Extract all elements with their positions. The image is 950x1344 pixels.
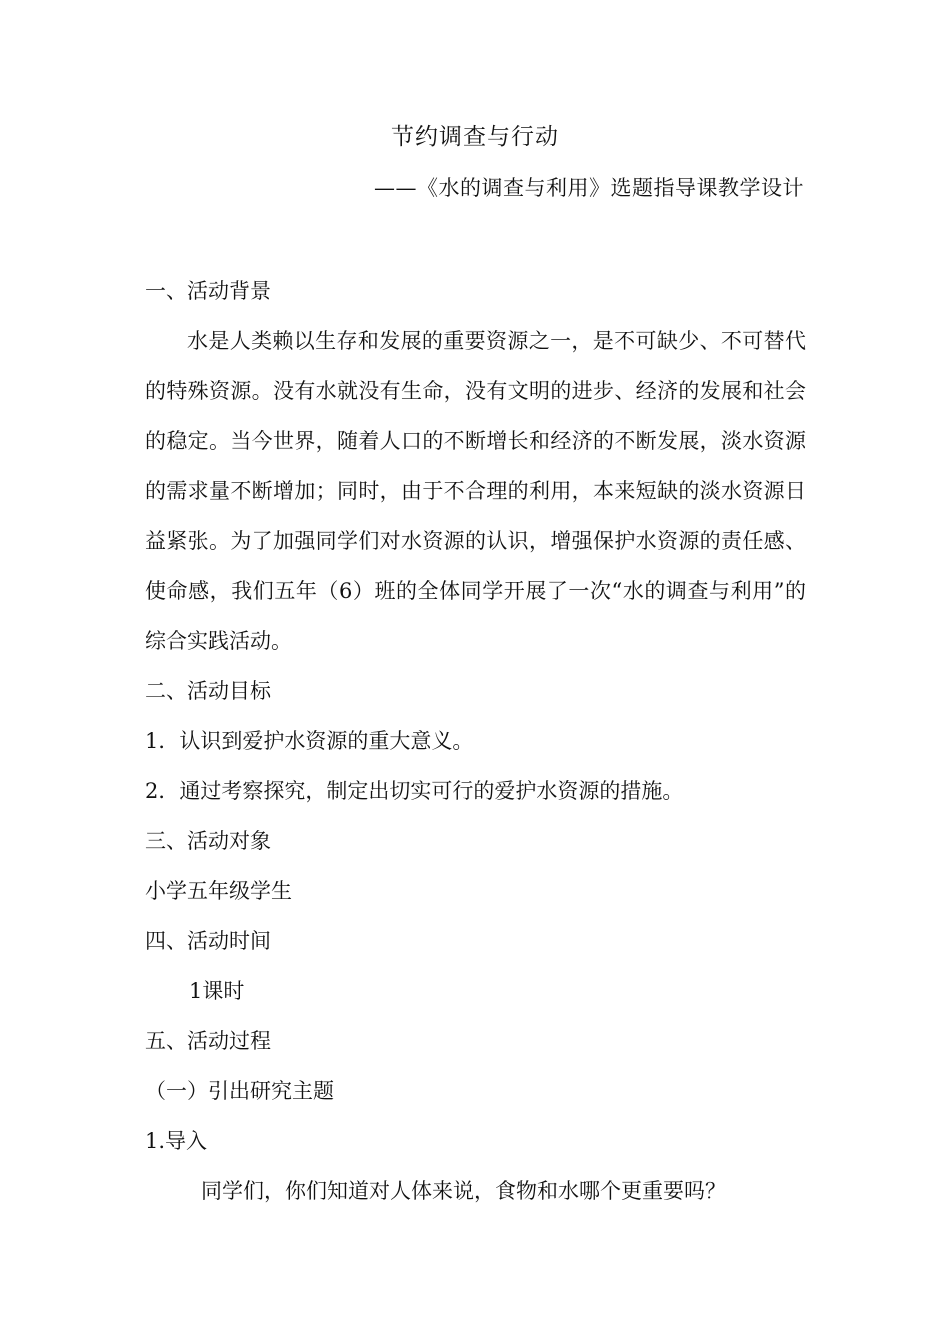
section-heading-process: 五、活动过程 (145, 1029, 271, 1053)
intro-heading: 1.导入 (145, 1129, 208, 1153)
document-title: 节约调查与行动 (391, 124, 559, 150)
intro-text: 同学们，你们知道对人体来说，食物和水哪个更重要吗？ (201, 1179, 726, 1203)
section-heading-goals: 二、活动目标 (145, 679, 271, 703)
goal-item-2: 2．通过考察探究，制定出切实可行的爱护水资源的措施。 (145, 779, 684, 803)
section-heading-time: 四、活动时间 (145, 929, 271, 953)
section-heading-audience: 三、活动对象 (145, 829, 271, 853)
time-text: 1课时 (189, 979, 245, 1003)
section-heading-background: 一、活动背景 (145, 279, 271, 303)
audience-text: 小学五年级学生 (145, 879, 292, 903)
goal-item-1: 1．认识到爱护水资源的重大意义。 (145, 729, 474, 753)
document-body (145, 266, 806, 1216)
background-paragraph: 水是人类赖以生存和发展的重要资源之一，是不可缺少、不可替代的特殊资源。没有水就没有生命，没有文明的进步、经济的发展和社会的稳定。当今世界，随着人口的不断增长和经济的不断发展，淡水资源的需求量不断增加；同时，由于不合理的利用，本来短缺的淡水资源日益紧张。为了加强同学们对水资源的认识，增强保护水资源的责任感、使命感，我们五年（6）班的全体同学开展了一次“水的调查与利用”的综合实践活动。 (145, 329, 806, 653)
process-subheading-1: （一）引出研究主题 (145, 1079, 334, 1103)
document-subtitle: ——《水的调查与利用》选题指导课教学设计 (374, 176, 804, 200)
